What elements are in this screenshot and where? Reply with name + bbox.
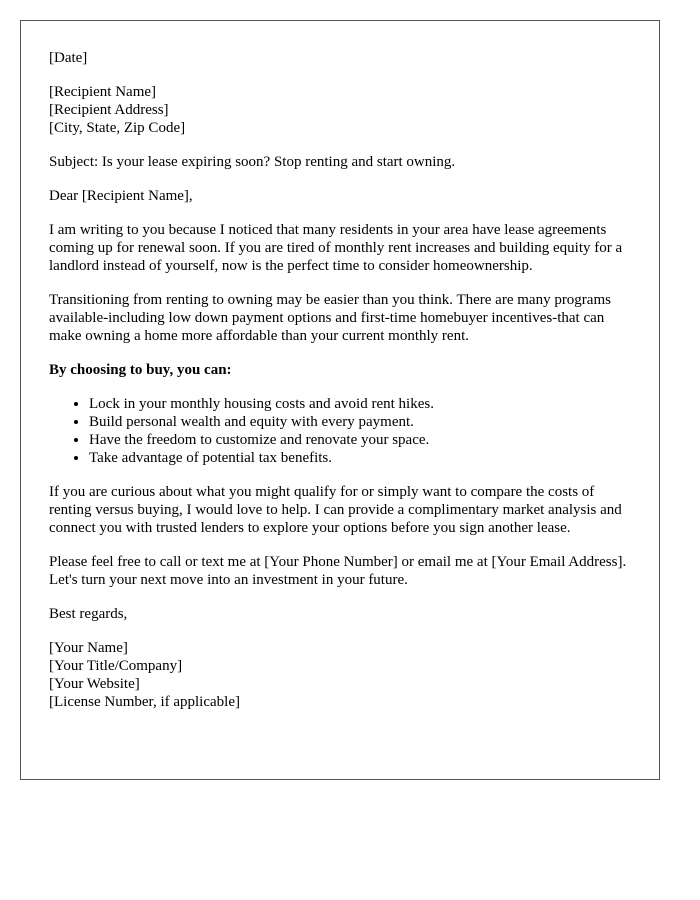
letter-date: [Date] [49, 50, 88, 66]
sign-off: Best regards, [49, 606, 128, 622]
recipient-block [49, 83, 631, 137]
signature-block [49, 639, 631, 711]
signature-name: [Your Name] [49, 640, 128, 656]
signature-website: [Your Website] [49, 676, 140, 692]
body-paragraph-1: I am writing to you because I noticed that many residents in your area have lease agreements coming up for renewal soon. If you are tired of monthly rent increases and building equity for a landlord instead of yourself, now is the perfect time to consider homeownership. [49, 222, 623, 274]
letter-page [20, 20, 660, 780]
recipient-address: [Recipient Address] [49, 102, 169, 118]
closing-paragraph-1: If you are curious about what you might qualify for or simply want to compare the costs of renting versus buying, I would love to help. I can provide a complimentary market analysis and connect you with trusted lenders to explore your options before you sign another lease. [49, 484, 622, 536]
signature-title-company: [Your Title/Company] [49, 658, 183, 674]
recipient-city-state-zip: [City, State, Zip Code] [49, 120, 186, 136]
benefit-item: • Build personal wealth and equity with every payment. [89, 413, 631, 431]
benefit-item: • Lock in your monthly housing costs and avoid rent hikes. [89, 395, 631, 413]
closing-paragraph-2: Please feel free to call or text me at [Your Phone Number] or email me at [Your Email Address]. Let's turn your next move into an investment in your future. [49, 554, 627, 588]
body-paragraph-2: Transitioning from renting to owning may be easier than you think. There are many programs available-including low down payment options and first-time homebuyer incentives-that can make owning a home more affordable than your current monthly rent. [49, 292, 611, 344]
benefits-heading: By choosing to buy, you can: [49, 362, 232, 378]
benefit-item: • Take advantage of potential tax benefits. [89, 449, 631, 467]
signature-license: [License Number, if applicable] [49, 694, 240, 710]
benefit-item: • Have the freedom to customize and renovate your space. [89, 431, 631, 449]
letter-greeting: Dear [Recipient Name], [49, 188, 193, 204]
letter-subject: Subject: Is your lease expiring soon? Stop renting and start owning. [49, 154, 456, 170]
recipient-name: [Recipient Name] [49, 84, 157, 100]
benefits-list [49, 395, 631, 467]
